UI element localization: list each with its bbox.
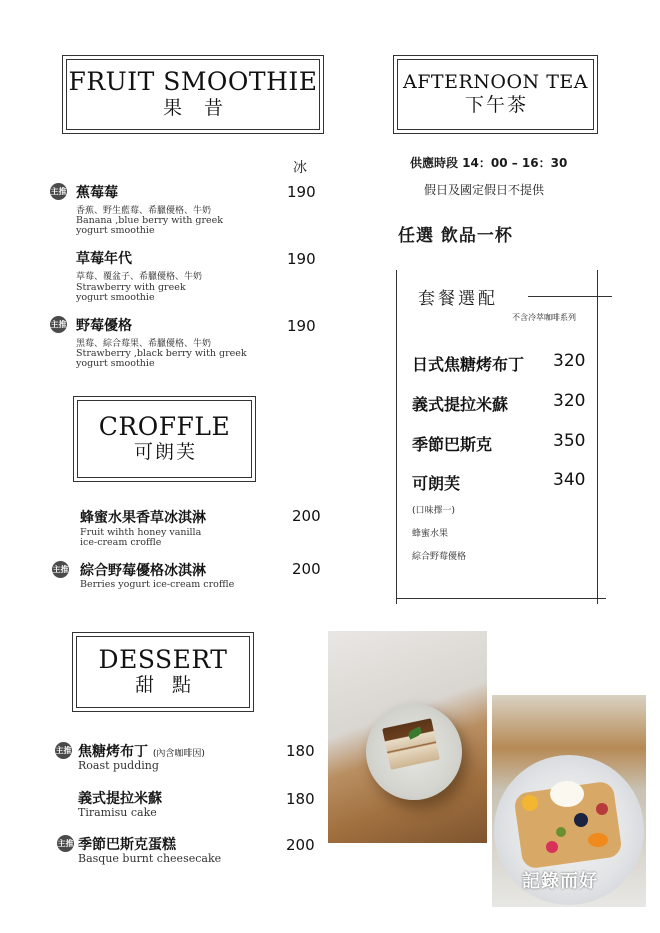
fruit-smoothie-title-zh: 果 昔 [162, 96, 232, 119]
ice-cream-shape [550, 781, 584, 807]
croffle-item-name: 綜合野莓優格冰淇淋 [80, 563, 206, 579]
dessert-item-desc-en: Basque burnt cheesecake [78, 852, 222, 865]
smoothie-col-header: 冰 [293, 160, 307, 176]
set-item-name: 季節巴斯克 [412, 435, 493, 454]
set-frame-bottom-line [396, 598, 606, 599]
flavor-hint: (口味擇一) [412, 506, 456, 516]
afternoon-tea-hours: 供應時段 14：00 – 16：30 [410, 156, 568, 170]
set-item-name: 日式焦糖烤布丁 [412, 355, 525, 374]
dessert-item-price: 200 [286, 836, 315, 854]
fruit-shape [588, 833, 608, 847]
set-item-name: 義式提拉米蘇 [412, 395, 509, 414]
smoothie-item-price: 190 [287, 317, 316, 335]
smoothie-item-name: 野莓優格 [76, 318, 132, 334]
afternoon-tea-title: AFTERNOON TEA [403, 70, 588, 93]
set-item-price: 320 [553, 391, 586, 411]
dessert-item-price: 180 [286, 742, 315, 760]
watermark-logo: 記錄而好 [522, 871, 598, 892]
dessert-item-desc-en: Tiramisu cake [78, 806, 157, 819]
set-item-price: 350 [553, 431, 586, 451]
croffle-item-price: 200 [292, 560, 321, 578]
afternoon-tea-title-box [393, 55, 598, 134]
smoothie-item-ingredients: 香蕉、野生藍莓、希臘優格、牛奶 [76, 206, 212, 216]
recommend-badge-icon: 主推 [52, 561, 69, 578]
fruit-shape [556, 827, 566, 837]
croffle-photo [492, 695, 646, 907]
flavor-option: 綜合野莓優格 [412, 552, 467, 562]
set-item-price: 320 [553, 351, 586, 371]
croffle-item-name: 蜂蜜水果香草冰淇淋 [80, 510, 206, 526]
dessert-item-name: 季節巴斯克蛋糕 [78, 837, 176, 853]
croffle-title: CROFFLE [98, 411, 231, 441]
recommend-badge-icon: 主推 [50, 316, 67, 333]
fruit-shape [596, 803, 608, 815]
smoothie-item-name: 草莓年代 [76, 251, 132, 267]
set-item-name: 可朗芙 [412, 474, 461, 493]
fruit-shape [546, 841, 558, 853]
dessert-item-desc-en: Roast pudding [78, 759, 159, 772]
afternoon-tea-drink: 任選 飲品一杯 [398, 226, 513, 246]
croffle-item-desc-en: Berries yogurt ice-cream croffle [80, 579, 235, 590]
smoothie-item-desc-en: Banana ,blue berry with greek yogurt smoothie [76, 215, 224, 236]
afternoon-tea-holiday-note: 假日及國定假日不提供 [424, 183, 545, 197]
dessert-title-zh: 甜 點 [134, 674, 198, 697]
set-frame-title-line [528, 296, 612, 297]
croffle-title-zh: 可朗芙 [133, 441, 197, 464]
fruit-smoothie-title-box [62, 55, 324, 134]
dessert-item-price: 180 [286, 790, 315, 808]
tiramisu-photo [328, 631, 487, 843]
smoothie-item-ingredients: 草莓、覆盆子、希臘優格、牛奶 [76, 272, 203, 282]
fruit-shape [522, 795, 538, 811]
recommend-badge-icon: 主推 [50, 183, 67, 200]
afternoon-tea-title-zh: 下午茶 [464, 93, 528, 116]
croffle-item-price: 200 [292, 507, 321, 525]
flavor-option: 蜂蜜水果 [412, 529, 449, 539]
set-note: 不含冷萃咖啡系列 [512, 313, 576, 322]
set-title: 套餐選配 [418, 289, 498, 309]
set-item-price: 340 [553, 470, 586, 490]
dessert-item-note: (內含咖啡因) [152, 749, 205, 759]
recommend-badge-icon: 主推 [55, 742, 72, 759]
smoothie-item-ingredients: 黑莓、綜合莓果、希臘優格、牛奶 [76, 339, 212, 349]
smoothie-item-price: 190 [287, 183, 316, 201]
recommend-badge-icon: 主推 [57, 835, 74, 852]
dessert-item-name: 義式提拉米蘇 [78, 791, 162, 807]
smoothie-item-name: 蕉莓莓 [76, 185, 118, 201]
set-frame-right-line [597, 270, 598, 604]
fruit-smoothie-title: FRUIT SMOOTHIE [68, 67, 318, 97]
smoothie-item-desc-en: Strawberry ,black berry with greek yogurt smoothie [76, 348, 247, 369]
dessert-title: DESSERT [98, 644, 228, 674]
croffle-title-box [73, 396, 256, 482]
set-frame-left-line [396, 270, 397, 604]
dessert-item-name: 焦糖烤布丁 (內含咖啡因) [78, 744, 205, 760]
fruit-shape [574, 813, 588, 827]
smoothie-item-desc-en: Strawberry with greek yogurt smoothie [76, 282, 186, 303]
dessert-title-box [72, 632, 254, 712]
croffle-item-desc-en: Fruit wihth honey vanilla ice-cream croffle [80, 527, 202, 548]
smoothie-item-price: 190 [287, 250, 316, 268]
